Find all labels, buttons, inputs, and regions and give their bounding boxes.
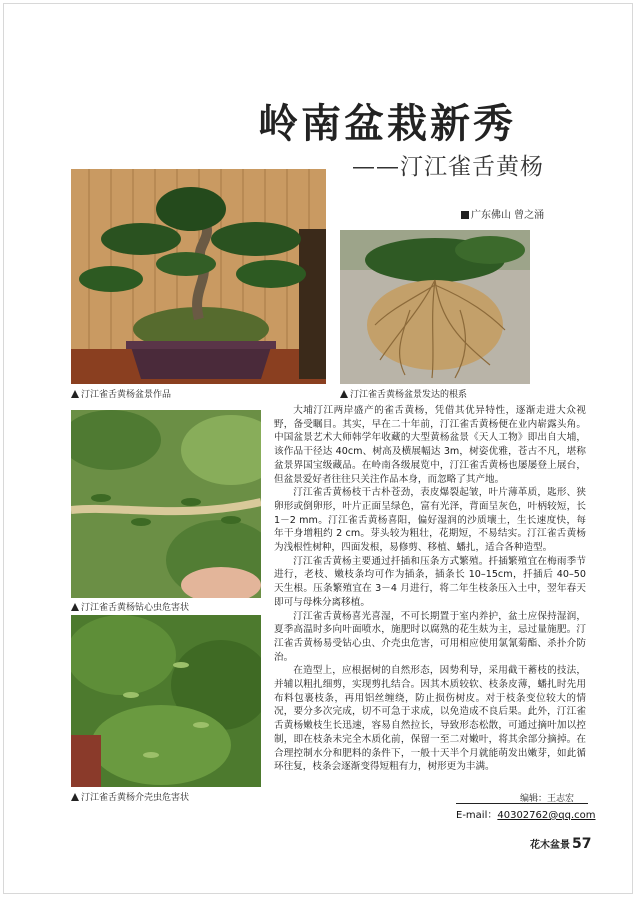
editor-credit: 编辑：王志宏: [520, 794, 575, 804]
author-name: 广东佛山 曾之涌: [471, 210, 545, 221]
caption-scale-insect: 汀江雀舌黄杨介壳虫危害状: [71, 790, 189, 803]
article-subtitle: ——汀江雀舌黄杨: [352, 154, 544, 180]
email-divider: [456, 803, 588, 804]
body-paragraph: 汀江雀舌黄杨主要通过扦插和压条方式繁殖。扦插繁殖宜在梅雨季节进行，老枝、嫩枝条均可作为插条，插条长 10–15cm，扦插后 40–50 天生根。压条繁殖宜在 3－4 月进行，将二年生枝条压入土中，翌年春天即可与母株分离移植。: [274, 555, 586, 608]
email-label: E-mail：: [456, 810, 498, 821]
page-number: 57: [572, 836, 592, 852]
square-bullet-icon: [461, 211, 469, 219]
triangle-marker-icon: [71, 603, 79, 611]
triangle-marker-icon: [340, 390, 348, 398]
page-footer: [530, 836, 591, 852]
caption-roots: 汀江雀舌黄杨盆景发达的根系: [340, 387, 467, 400]
triangle-marker-icon: [71, 390, 79, 398]
photo-bonsai-work: [71, 169, 326, 384]
caption-stem-borer: 汀江雀舌黄杨钻心虫危害状: [71, 600, 189, 613]
article-body: [274, 404, 586, 774]
photo-stem-borer-damage: [71, 410, 261, 598]
photo-scale-insect-damage: [71, 615, 261, 787]
body-paragraph: 大埔汀江两岸盛产的雀舌黄杨，凭借其优异特性，逐渐走进大众视野，备受瞩目。其实，早在二十年前，汀江雀舌黄杨便在业内崭露头角。中国盆景艺术大师韩学年收藏的大型黄杨盆景《天人工物》即出自大埔，该作品干径达 40cm、树高及横展幅达 3m，树姿优雅，苍古不凡，堪称盆景界国宝级藏品。在岭南各级展览中，汀江雀舌黄杨也屡屡登上展台，但盆景爱好者往往只关注作品本身，而忽略了其产地。: [274, 405, 586, 485]
email-line: [456, 806, 596, 821]
triangle-marker-icon: [71, 793, 79, 801]
photo-roots: [340, 230, 530, 384]
article-title: 岭南盆栽新秀: [258, 101, 516, 147]
magazine-name: 花木盆景: [530, 840, 570, 851]
caption-bonsai-work: 汀江雀舌黄杨盆景作品: [71, 387, 171, 400]
body-paragraph: 在造型上，应根据树的自然形态，因势利导，采用截干蓄枝的技法，并辅以粗扎细剪，实现剪扎结合。因其木质较软、枝条皮薄，蟠扎时先用布料包裹枝条，再用铝丝缠绕，防止损伤树皮。对于枝条变位较大的情况，要分多次完成，切不可急于求成，以免造成不良后果。此外，汀江雀舌黄杨嫩枝生长迅速，容易自然拉长，导致形态松散，可通过摘叶加以控制，即在枝条未完全木质化前，保留一至二对嫩叶，将其余部分摘掉。在合理控制水分和肥料的条件下，一般十天半个月就能萌发出嫩芽，如此循环往复，枝条会逐渐变得短粗有力，树形更为丰满。: [274, 665, 586, 773]
body-paragraph: 汀江雀舌黄杨喜光喜湿，不可长期置于室内养护，盆土应保持湿润，夏季高温时多向叶面喷水，施肥时以腐熟的花生麸为主，忌过量施肥。汀江雀舌黄杨易受钻心虫、介壳虫危害，可用相应使用氯氰菊酯、杀扑介防治。: [274, 610, 586, 663]
author-line: [461, 206, 544, 221]
email-address[interactable]: 40302762@qq.com: [497, 810, 596, 821]
body-paragraph: 汀江雀舌黄杨枝干古朴苍劲，表皮爆裂起皱，叶片薄革质，匙形、狭卵形或倒卵形，叶片正面呈绿色，富有光泽，背面呈灰色，叶柄较短，长 1－2 mm。汀江雀舌黄杨喜阳，偏好湿润的沙质壤土，生长速度快，每年干身增粗约 2 cm。芽头较为粗壮，花期短，不易结实。汀江雀舌黄杨为浅根性树种，四面发根，易修剪、移植、蟠扎，适合各种造型。: [274, 487, 586, 554]
